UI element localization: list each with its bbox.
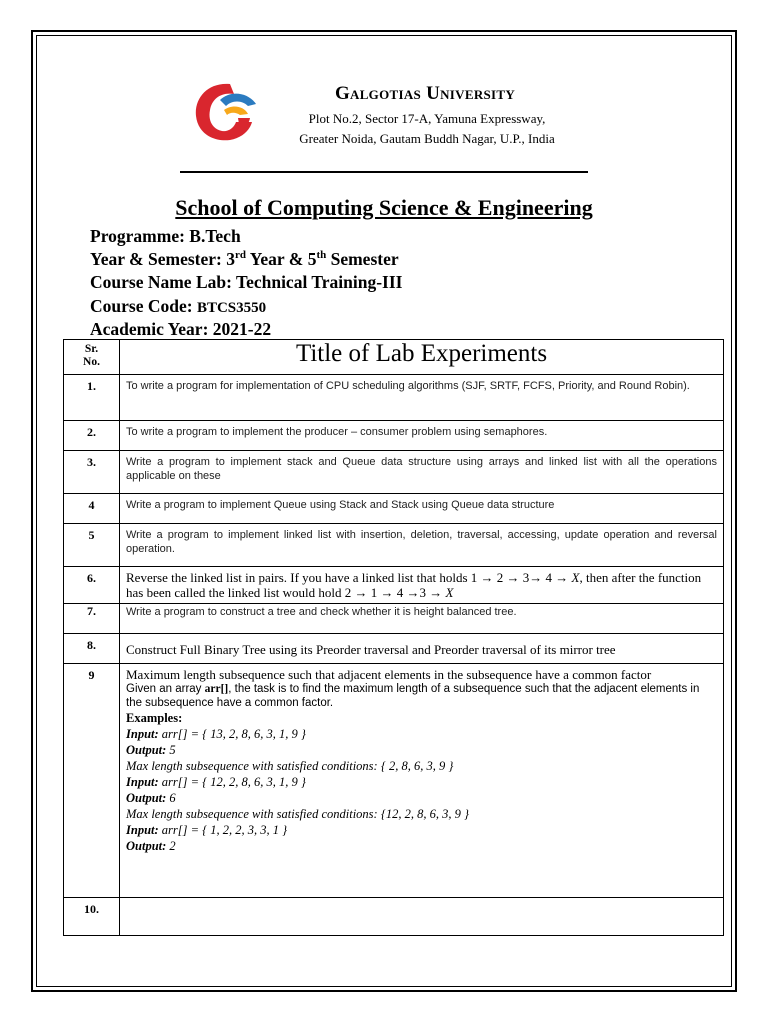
school-title: School of Computing Science & Engineering: [175, 195, 593, 220]
table-row: [64, 567, 724, 604]
table-row: [64, 375, 724, 421]
course-name-line: Course Name Lab: Technical Training-III: [90, 272, 403, 292]
lab-experiments-table: [63, 339, 724, 936]
table-row: [64, 604, 724, 634]
row-text: Write a program to implement linked list with insertion, deletion, traversal, accessing, update operation and reversal operation.: [120, 524, 724, 567]
row-sr: 1.: [64, 375, 120, 421]
row-sr: 8.: [64, 634, 120, 664]
row-text: [120, 898, 724, 936]
row-sr: 3.: [64, 451, 120, 494]
course-code-line: Course Code: BTCS3550: [90, 296, 267, 316]
row-text-experiment-9: [120, 664, 724, 898]
table-row: [64, 898, 724, 936]
row-sr: 5: [64, 524, 120, 567]
programme-line: Programme: B.Tech: [90, 226, 241, 246]
example-1-note: Max length subsequence with satisfied conditions: { 2, 8, 6, 3, 9 }: [126, 759, 454, 773]
row-sr: 7.: [64, 604, 120, 634]
example-2-note: Max length subsequence with satisfied conditions: {12, 2, 8, 6, 3, 9 }: [126, 807, 469, 821]
example-1-output: Output: 5: [126, 743, 176, 757]
row-sr: 2.: [64, 421, 120, 451]
table-header-row: [64, 340, 724, 375]
example-2-input: Input: arr[] = { 12, 2, 8, 6, 3, 1, 9 }: [126, 775, 306, 789]
university-name: Galgotias University: [334, 83, 516, 104]
examples-label: Examples:: [126, 711, 183, 725]
academic-year-line: Academic Year: 2021-22: [90, 319, 272, 339]
table-row: [64, 494, 724, 524]
row-text: Reverse the linked list in pairs. If you have a linked list that holds 1 → 2 → 3→ 4 → X, then after the function has been called the linked list would hold 2 → 1 → 4 →3 → X: [120, 567, 724, 604]
example-2-output: Output: 6: [126, 791, 176, 805]
experiment-description: Given an array arr[], the task is to find the maximum length of a subsequence such that the adjacent elements in the subsequence have a common factor.: [126, 683, 700, 709]
row-text: Construct Full Binary Tree using its Preorder traversal and Preorder traversal of its mirror tree: [120, 634, 724, 664]
table-row: [64, 664, 724, 898]
sr-no-header: Sr. No.: [64, 340, 120, 375]
table-row: [64, 524, 724, 567]
table-row: [64, 451, 724, 494]
experiment-title: Maximum length subsequence such that adjacent elements in the subsequence have a common factor: [126, 667, 652, 682]
table-row: [64, 634, 724, 664]
row-sr: 9: [64, 664, 120, 898]
row-text: Write a program to construct a tree and check whether it is height balanced tree.: [120, 604, 724, 634]
address-line-2: Greater Noida, Gautam Buddh Nagar, U.P., India: [299, 131, 555, 146]
row-text: Write a program to implement Queue using Stack and Stack using Queue data structure: [120, 494, 724, 524]
example-3-input: Input: arr[] = { 1, 2, 2, 3, 3, 1 }: [126, 823, 288, 837]
example-3-output: Output: 2: [126, 839, 176, 853]
university-logo: [190, 78, 262, 144]
address-line-1: Plot No.2, Sector 17-A, Yamuna Expressway,: [308, 111, 546, 126]
row-sr: 4: [64, 494, 120, 524]
table-row: [64, 421, 724, 451]
example-1-input: Input: arr[] = { 13, 2, 8, 6, 3, 1, 9 }: [126, 727, 306, 741]
year-semester-line: Year & Semester: 3rd Year & 5th Semester: [90, 249, 399, 269]
row-text: To write a program to implement the producer – consumer problem using semaphores.: [120, 421, 724, 451]
title-header: Title of Lab Experiments: [120, 340, 724, 375]
row-sr: 10.: [64, 898, 120, 936]
row-sr: 6.: [64, 567, 120, 604]
header-divider: [180, 171, 588, 173]
row-text: To write a program for implementation of CPU scheduling algorithms (SJF, SRTF, FCFS, Priority, and Round Robin).: [120, 375, 724, 421]
row-text: Write a program to implement stack and Queue data structure using arrays and linked list with all the operations applicable on these: [120, 451, 724, 494]
